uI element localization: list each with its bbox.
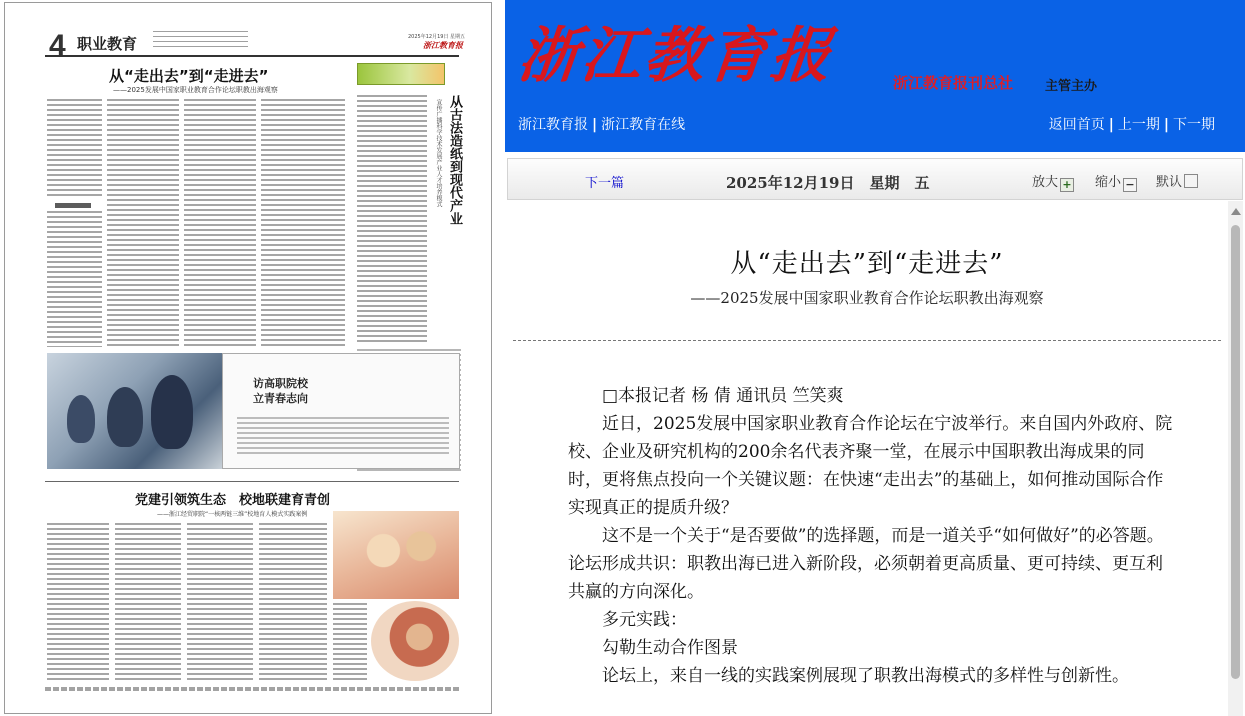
issue-date: 2025年12月19日 星期 五 [726, 174, 930, 192]
site-header [505, 0, 1245, 152]
page-text-block [357, 95, 427, 345]
nav-separator: | [1108, 117, 1114, 133]
reset-icon [1184, 174, 1198, 188]
page-text-block [333, 603, 367, 683]
page-top-rule [45, 55, 459, 57]
publisher-name: 浙江教育报刊总社 [893, 74, 1014, 92]
page-subheadline-article-1: ——2025发展中国家职业教育合作论坛职教出海观察 [113, 86, 278, 94]
page-editor-block [153, 31, 248, 51]
nav-link-next-issue[interactable]: 下一期 [1173, 117, 1215, 133]
page-section-rule [45, 481, 459, 482]
page-text-block [47, 523, 109, 683]
page-vertical-subheadline: 宣传广播科学技术发展产业人才培养模式 [435, 99, 442, 207]
page-photo-caption: 访高职院校 立青春志向 [253, 377, 308, 405]
publisher-role: 主管主办 [1045, 79, 1098, 94]
scrollbar-thumb[interactable] [1231, 225, 1240, 679]
article-paragraph: 这不是一个关于“是否要做”的选择题，而是一道关乎“如何做好”的必答题。论坛形成共识：职教出海已进入新阶段，必须朝着更高质量、更可持续、更互利共赢的方向深化。 [568, 526, 1164, 602]
page-number: 4 [49, 29, 66, 62]
page-text-block [107, 99, 179, 347]
page-text-block [237, 417, 449, 455]
article-body [568, 382, 1176, 690]
article-title: 从“走出去”到“走进去” [730, 249, 1004, 279]
page-footer [45, 687, 459, 691]
page-text-block [184, 99, 256, 347]
newspaper-page-thumbnail[interactable] [4, 2, 492, 714]
article-subhead: 多元实践： [602, 610, 687, 630]
nav-link-online[interactable]: 浙江教育在线 [601, 117, 686, 133]
page-text-block [261, 99, 345, 347]
page-subhead [55, 203, 91, 208]
page-section: 职业教育 [77, 35, 138, 53]
page-photo-group [333, 511, 459, 599]
zoom-default-button[interactable]: 默认 [1156, 171, 1198, 190]
minus-icon: − [1123, 178, 1137, 192]
nav-link-home[interactable]: 返回首页 [1048, 117, 1105, 133]
page-text-block [47, 99, 102, 199]
page-text-block [187, 523, 253, 683]
article-divider [513, 340, 1221, 341]
page-vertical-headline[interactable]: 从古法造纸到现代产业 [447, 95, 462, 225]
site-logo: 浙江教育报 [514, 21, 838, 91]
article-subtitle: ——2025发展中国家职业教育合作论坛职教出海观察 [690, 289, 1044, 307]
article-subhead: 勾勒生动合作图景 [602, 638, 738, 658]
article-byline: □本报记者 杨 倩 通讯员 竺笑爽 [602, 386, 844, 406]
nav-link-newspaper[interactable]: 浙江教育报 [518, 117, 588, 133]
page-photo-students [47, 353, 222, 469]
page-mini-logo: 浙江教育报 [423, 40, 463, 50]
next-article-link[interactable]: 下一篇 [585, 176, 625, 191]
nav-separator: | [592, 117, 598, 133]
article-toolbar [507, 158, 1243, 200]
page-date: 2025年12月19日 星期五 [408, 34, 466, 40]
page-text-block [115, 523, 181, 683]
zoom-out-button[interactable]: 缩小 − [1095, 171, 1137, 192]
nav-left [518, 114, 685, 134]
nav-right [1049, 114, 1215, 134]
page-headline-article-2[interactable]: 党建引领筑生态 校地联建育青创 [135, 493, 331, 508]
page-photo-circle [371, 601, 459, 681]
page-text-block [47, 211, 102, 347]
article-paragraph: 近日，2025发展中国家职业教育合作论坛在宁波举行。来自国内外政府、院校、企业及研究机构的200余名代表齐聚一堂，在展示中国职教出海成果的同时，更将焦点投向一个关键议题：在快速“走出去”的基础上，如何推动国际合作实现真正的提质升级？ [568, 414, 1173, 518]
zoom-in-button[interactable]: 放大 + [1032, 171, 1074, 192]
page-ad-banner [357, 63, 445, 85]
page-subheadline-article-2: ——浙江经贸职院“一核两链三维”校地育人模式实践案例 [157, 511, 308, 518]
nav-link-prev-issue[interactable]: 上一期 [1117, 117, 1160, 133]
article-content [507, 201, 1227, 716]
article-scrollbar[interactable] [1228, 201, 1243, 716]
scroll-up-arrow-icon[interactable] [1231, 208, 1241, 215]
page-headline-article-1[interactable]: 从“走出去”到“走进去” [109, 67, 269, 85]
article-paragraph: 论坛上，来自一线的实践案例展现了职教出海模式的多样性与创新性。 [602, 666, 1129, 686]
page-text-block [259, 523, 327, 683]
nav-separator: | [1163, 117, 1169, 133]
plus-icon: + [1060, 178, 1074, 192]
